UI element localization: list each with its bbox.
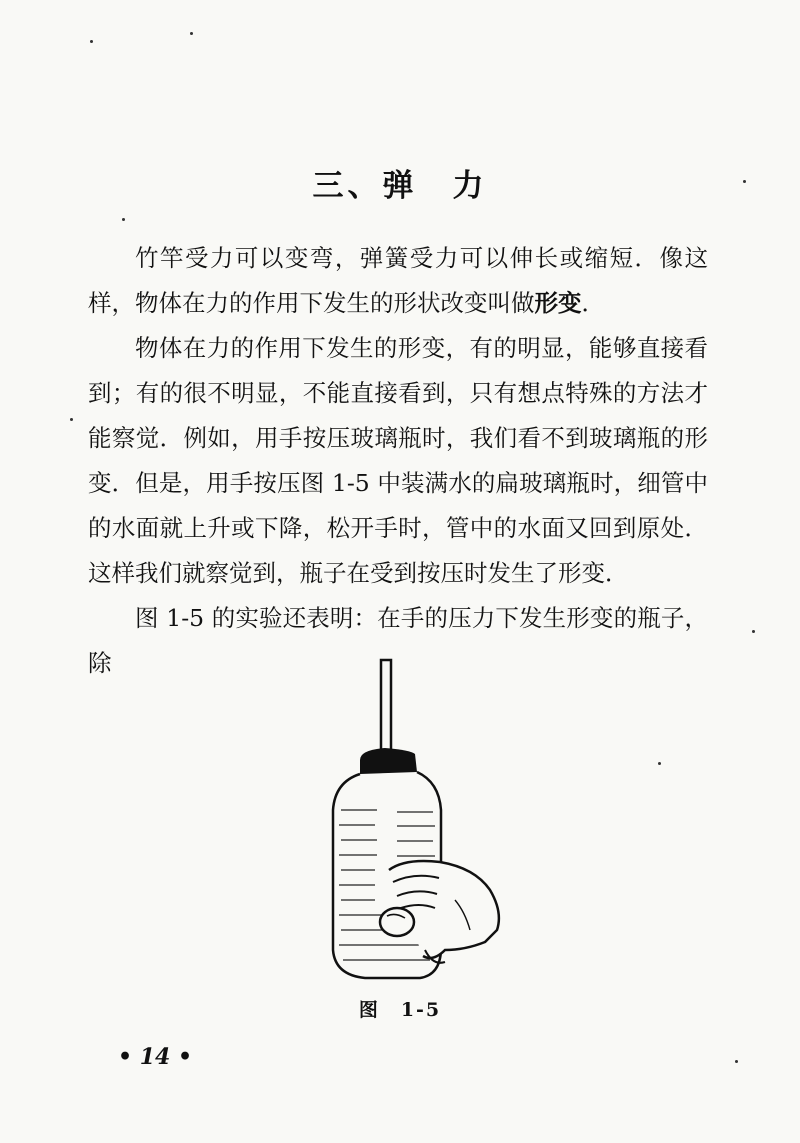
- scan-speck: [752, 630, 755, 633]
- paragraph-1-end: ．: [581, 289, 605, 317]
- scan-speck: [90, 40, 93, 43]
- term-deformation: 形变: [534, 289, 582, 317]
- scan-speck: [735, 1060, 738, 1063]
- page-number: • 14 •: [118, 1044, 193, 1070]
- paragraph-1-text: 竹竿受力可以变弯，弹簧受力可以伸长或缩短．像这样，物体在力的作用下发生的形状改变叫做: [88, 244, 708, 317]
- bottle-illustration: [305, 650, 515, 990]
- scan-speck: [70, 418, 73, 421]
- figure-caption: 图 1-5: [358, 999, 442, 1021]
- scan-speck: [122, 218, 125, 221]
- scan-speck: [743, 180, 746, 183]
- paragraph-2: 物体在力的作用下发生的形变，有的明显，能够直接看到；有的很不明显，不能直接看到，只有想点特殊的方法才能察觉．例如，用手按压玻璃瓶时，我们看不到玻璃瓶的形变．但是，用手按压图 1-5 中装满水的扁玻璃瓶时，细管中的水面就上升或下降，松开手时，管中的水面又回到原处．这样我们就察觉到，瓶子在受到按压时发生了形变．: [88, 334, 708, 587]
- paragraph-1: [88, 236, 708, 326]
- paragraph-3: 图 1-5 的实验还表明：在手的压力下发生形变的瓶子，除: [88, 604, 708, 677]
- section-title: 三、弹 力: [312, 168, 488, 204]
- body-text: [88, 236, 708, 686]
- scan-speck: [190, 32, 193, 35]
- scan-speck: [658, 762, 661, 765]
